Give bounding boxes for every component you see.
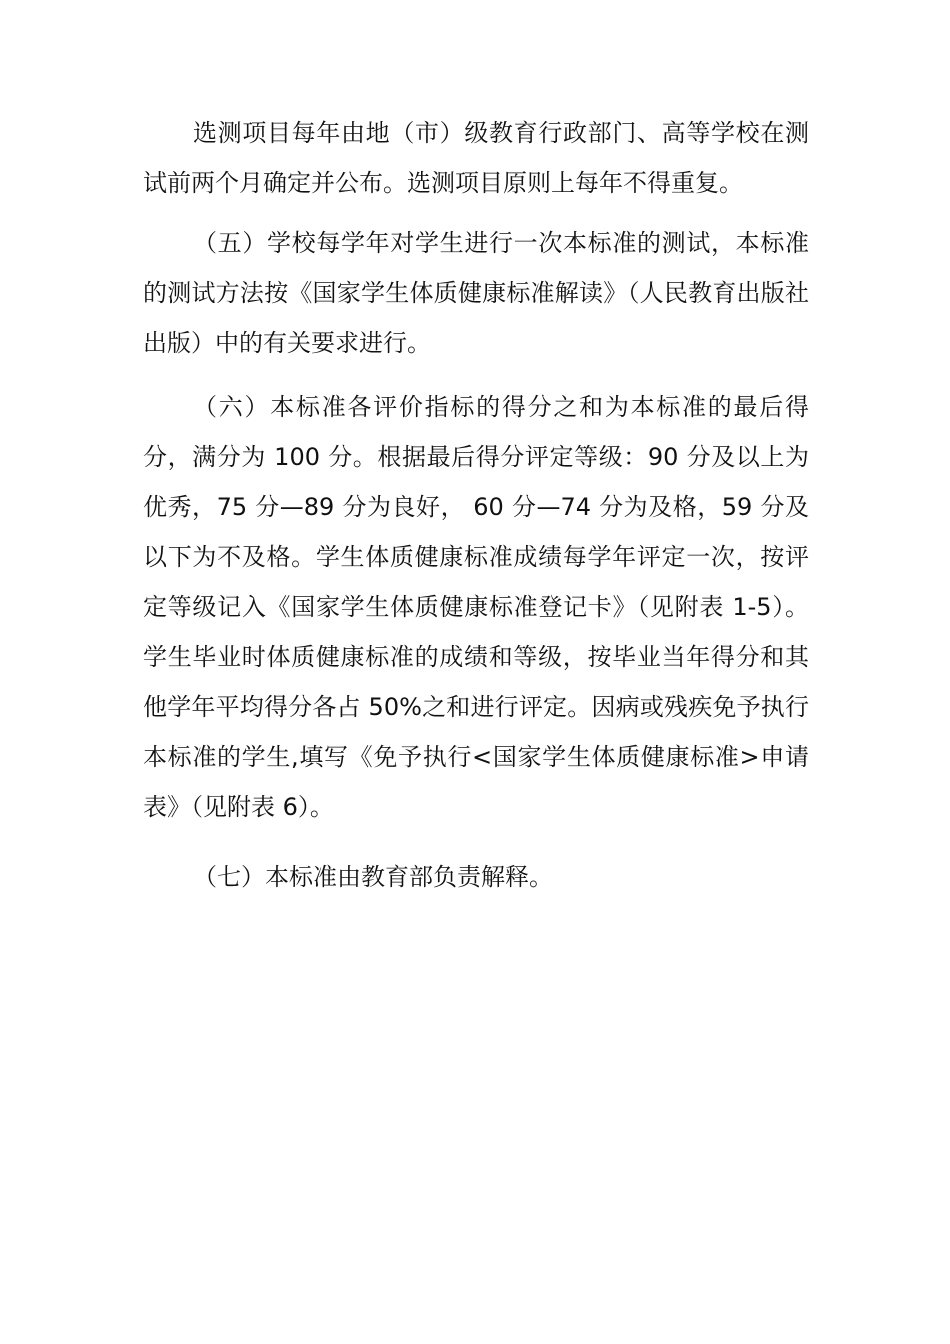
paragraph-section-6: （六）本标准各评价指标的得分之和为本标准的最后得分，满分为 100 分。根据最后得分评定等级：90 分及以上为优秀，75 分—89 分为良好， 60 分—74 分为及格，59 分及以下为不及格。学生体质健康标准成绩每学年评定一次，按评定等级记入《国家学生体质健康标准登记卡》（见附表 1-5）。学生毕业时体质健康标准的成绩和等级，按毕业当年得分和其他学年平均得分各占 50%之和进行评定。因病或残疾免予执行本标准的学生,填写《免予执行<国家学生体质健康标准>申请表》（见附表 6）。 <box>143 393 809 821</box>
paragraph-section-7: （七）本标准由教育部负责解释。 <box>193 863 553 891</box>
paragraph-optional-tests: 选测项目每年由地（市）级教育行政部门、高等学校在测试前两个月确定并公布。选测项目原则上每年不得重复。 <box>143 119 809 197</box>
document-body <box>143 108 809 902</box>
paragraph-section-5: （五）学校每学年对学生进行一次本标准的测试，本标准的测试方法按《国家学生体质健康标准解读》（人民教育出版社出版）中的有关要求进行。 <box>143 229 809 357</box>
